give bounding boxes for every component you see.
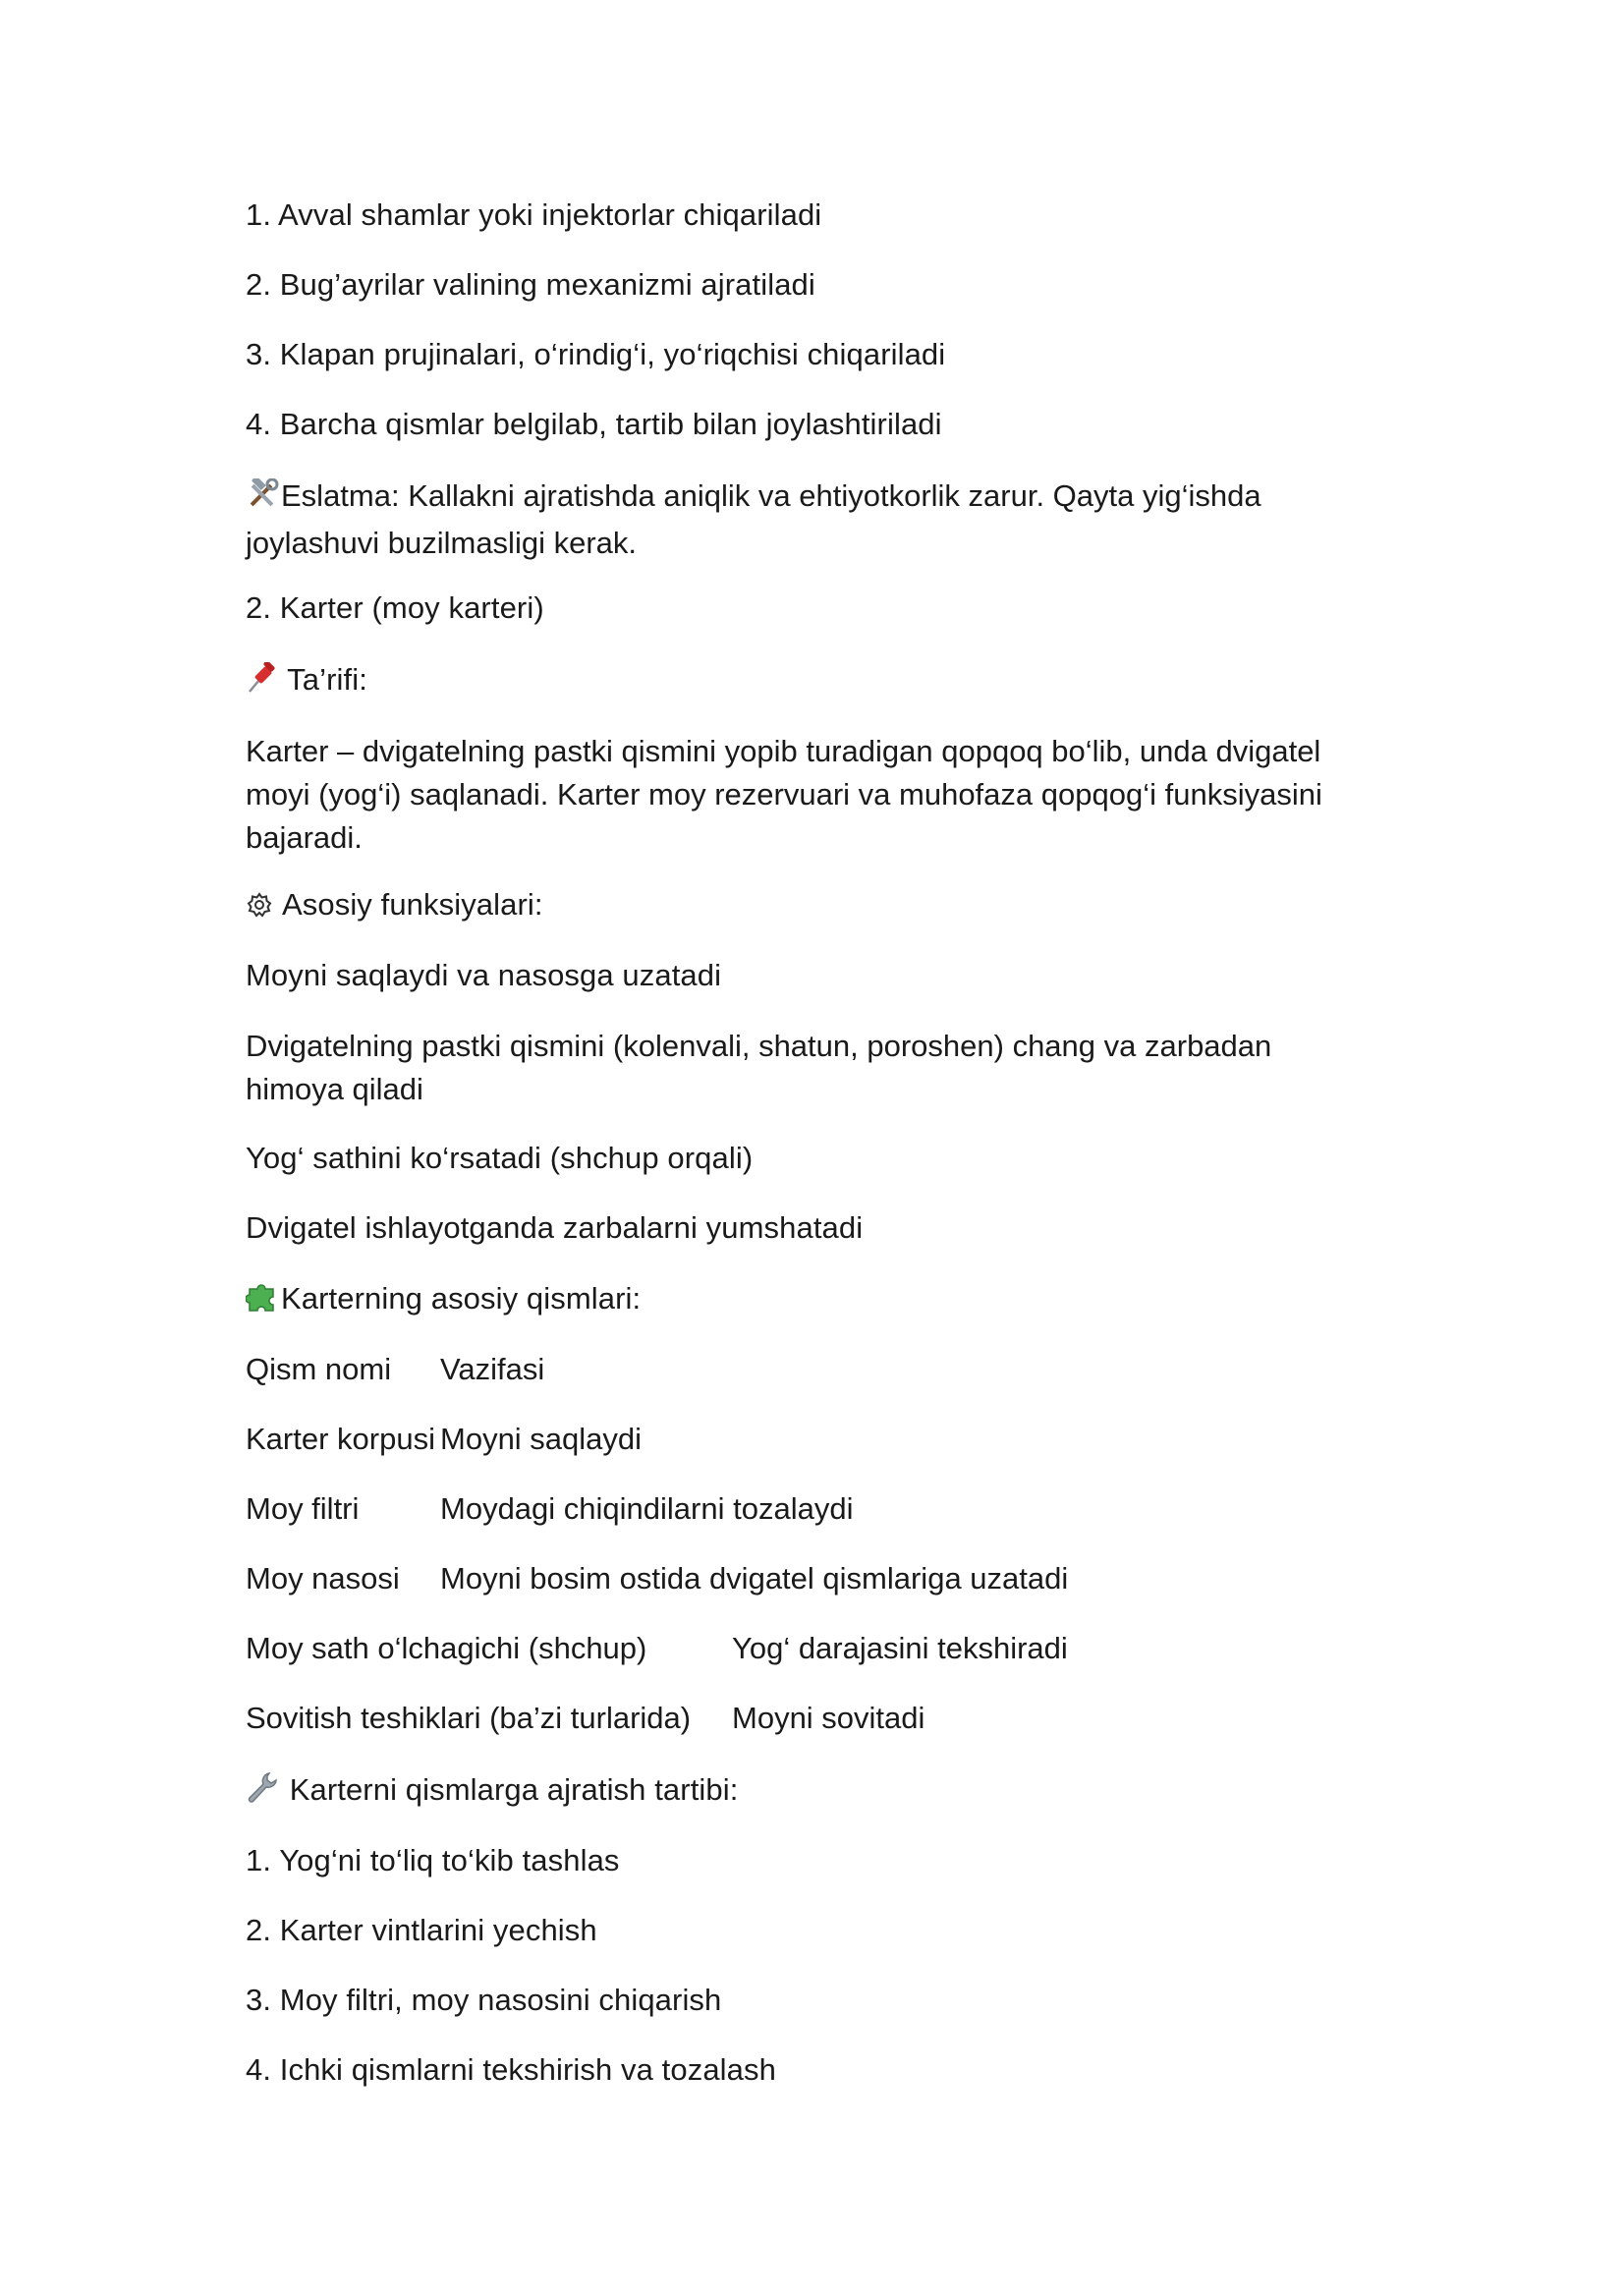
table-cell: Yog‘ darajasini tekshiradi bbox=[732, 1631, 1068, 1665]
hammer-and-wrench-icon bbox=[246, 478, 279, 522]
parts-heading bbox=[246, 1277, 641, 1324]
table-cell: Moyni sovitadi bbox=[732, 1701, 925, 1735]
function-item: Dvigatelning pastki qismini (kolenvali, shatun, poroshen) chang va zarbadan himoya qiladi bbox=[246, 1029, 1272, 1106]
table-header-cell: Vazifasi bbox=[440, 1352, 545, 1386]
step-item: 1. Avval shamlar yoki injektorlar chiqariladi bbox=[246, 197, 822, 232]
function-item: Dvigatel ishlayotganda zarbalarni yumshatadi bbox=[246, 1210, 864, 1245]
functions-heading-text: Asosiy funksiyalari: bbox=[275, 887, 543, 922]
function-item: Yog‘ sathini ko‘rsatadi (shchup orqali) bbox=[246, 1141, 754, 1175]
puzzle-piece-icon bbox=[246, 1279, 279, 1324]
disassembly-step: 4. Ichki qismlarni tekshirish va tozalash bbox=[246, 2052, 776, 2087]
wrench-icon bbox=[246, 1770, 279, 1816]
parts-heading-text: Karterning asosiy qismlari: bbox=[281, 1281, 642, 1316]
disassembly-step: 3. Moy filtri, moy nasosini chiqarish bbox=[246, 1983, 722, 2017]
gear-icon bbox=[246, 887, 273, 930]
functions-heading bbox=[246, 883, 543, 930]
disassembly-heading-text: Karterni qismlarga ajratish tartibi: bbox=[281, 1772, 739, 1807]
pushpin-icon bbox=[246, 662, 277, 705]
table-cell: Sovitish teshiklari (ba’zi turlarida) bbox=[246, 1701, 692, 1735]
table-cell: Karter korpusi bbox=[246, 1422, 435, 1456]
table-cell: Moy nasosi bbox=[246, 1561, 400, 1596]
definition-heading bbox=[246, 658, 367, 705]
definition-heading-text: Ta’rifi: bbox=[279, 662, 367, 697]
table-cell: Moy sath o‘lchagichi (shchup) bbox=[246, 1631, 647, 1665]
disassembly-heading bbox=[246, 1768, 738, 1816]
step-item: 3. Klapan prujinalari, o‘rindig‘i, yo‘riqchisi chiqariladi bbox=[246, 337, 946, 371]
disassembly-step: 1. Yog‘ni to‘liq to‘kib tashlas bbox=[246, 1843, 620, 1877]
table-cell: Moyni bosim ostida dvigatel qismlariga uzatadi bbox=[440, 1561, 1069, 1596]
table-cell: Moyni saqlaydi bbox=[440, 1422, 643, 1456]
function-item: Moyni saqlaydi va nasosga uzatadi bbox=[246, 958, 722, 992]
table-cell: Moy filtri bbox=[246, 1491, 360, 1526]
step-item: 4. Barcha qismlar belgilab, tartib bilan joylashtiriladi bbox=[246, 407, 942, 441]
table-cell: Moydagi chiqindilarni tozalaydi bbox=[440, 1491, 854, 1526]
disassembly-step: 2. Karter vintlarini yechish bbox=[246, 1913, 597, 1947]
step-item: 2. Bug’ayrilar valining mexanizmi ajratiladi bbox=[246, 267, 815, 302]
note-paragraph bbox=[246, 475, 1375, 565]
note-text: Eslatma: Kallakni ajratishda aniqlik va ehtiyotkorlik zarur. Qayta yig‘ishda joylashuvi buzilmasligi kerak. bbox=[246, 478, 1261, 560]
definition-paragraph: Karter – dvigatelning pastki qismini yopib turadigan qopqoq bo‘lib, unda dvigatel moyi (yog‘i) saqlanadi. Karter moy rezervuari va muhofaza qopqog‘i funksiyasini bajaradi. bbox=[246, 734, 1322, 855]
table-header-cell: Qism nomi bbox=[246, 1352, 392, 1386]
section-title: 2. Karter (moy karteri) bbox=[246, 590, 544, 625]
